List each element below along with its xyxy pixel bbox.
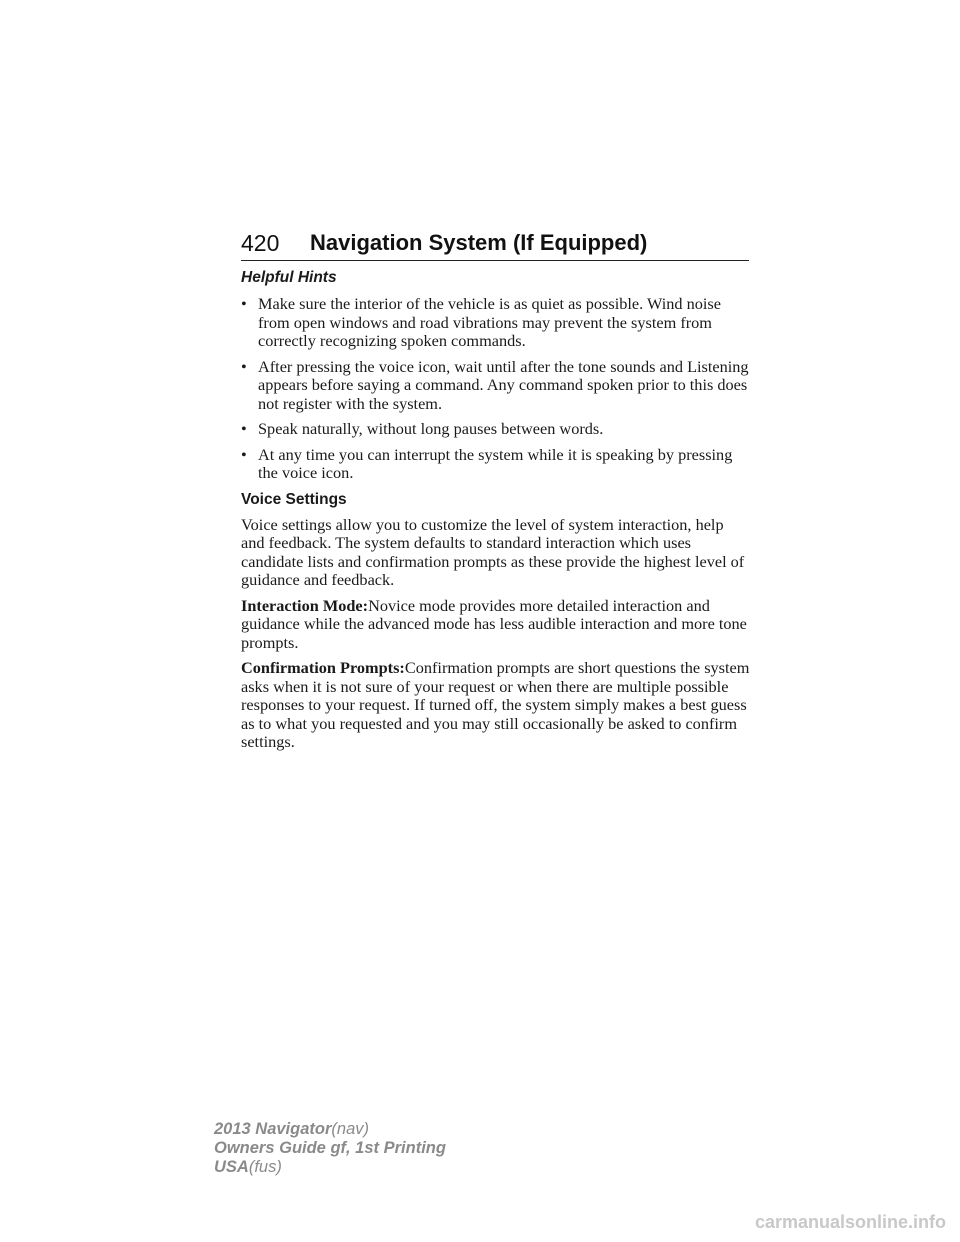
bullet-text: At any time you can interrupt the system while it is speaking by pressing the voice icon. <box>258 444 733 482</box>
interaction-mode-text: Novice mode provides more detailed interaction and guidance while the advanced mode has less audible interaction and more tone prompts. <box>241 595 747 652</box>
confirmation-prompts-text: Confirmation prompts are short questions the system asks when it is not sure of your request or when there are multiple possible responses to your request. If turned off, the system simply makes a best guess as to what you requested and you may still occasionally be asked to confirm settings. <box>241 658 750 751</box>
interaction-mode-paragraph <box>241 597 751 653</box>
bullet-icon: • <box>241 444 247 464</box>
interaction-mode-term: Interaction Mode: <box>241 595 369 615</box>
voice-settings-intro: Voice settings allow you to customize the level of system interaction, help and feedback. The system defaults to standard interaction which uses candidate lists and confirmation prompts as these provide the highest level of guidance and feedback. <box>241 514 745 589</box>
bullet-icon: • <box>241 419 247 438</box>
watermark-text: carmanualsonline.info <box>754 1212 946 1232</box>
confirmation-prompts-term: Confirmation Prompts: <box>241 658 405 677</box>
helpful-hints-list <box>241 295 751 483</box>
helpful-hints-heading: Helpful Hints <box>241 269 337 286</box>
page-content <box>241 268 751 759</box>
list-item <box>241 420 751 439</box>
list-item <box>241 295 751 351</box>
footer-line-2: Owners Guide gf, 1st Printing <box>214 1139 446 1157</box>
footer-market-code: (fus) <box>248 1158 282 1176</box>
confirmation-prompts-paragraph <box>241 659 751 752</box>
footer-line-3 <box>214 1158 446 1177</box>
page-footer <box>214 1120 446 1177</box>
footer-line-1 <box>214 1120 446 1139</box>
page-number: 420 <box>241 230 280 256</box>
bullet-text: After pressing the voice icon, wait until after the tone sounds and Listening appears before saying a command. Any command spoken prior to this does not register with the system. <box>258 356 749 413</box>
footer-market: USA <box>214 1158 249 1176</box>
bullet-icon: • <box>241 294 247 313</box>
list-item <box>241 446 751 483</box>
list-item <box>241 358 751 414</box>
footer-model-code: (nav) <box>331 1120 369 1138</box>
bullet-text: Speak naturally, without long pauses between words. <box>258 419 604 438</box>
bullet-icon: • <box>241 356 247 376</box>
bullet-text: Make sure the interior of the vehicle is as quiet as possible. Wind noise from open windows and road vibrations may prevent the system from correctly recognizing spoken commands. <box>258 294 721 350</box>
voice-settings-heading: Voice Settings <box>241 490 347 508</box>
footer-model: 2013 Navigator <box>214 1120 332 1138</box>
page-header <box>241 230 749 261</box>
section-title: Navigation System (If Equipped) <box>310 230 648 255</box>
